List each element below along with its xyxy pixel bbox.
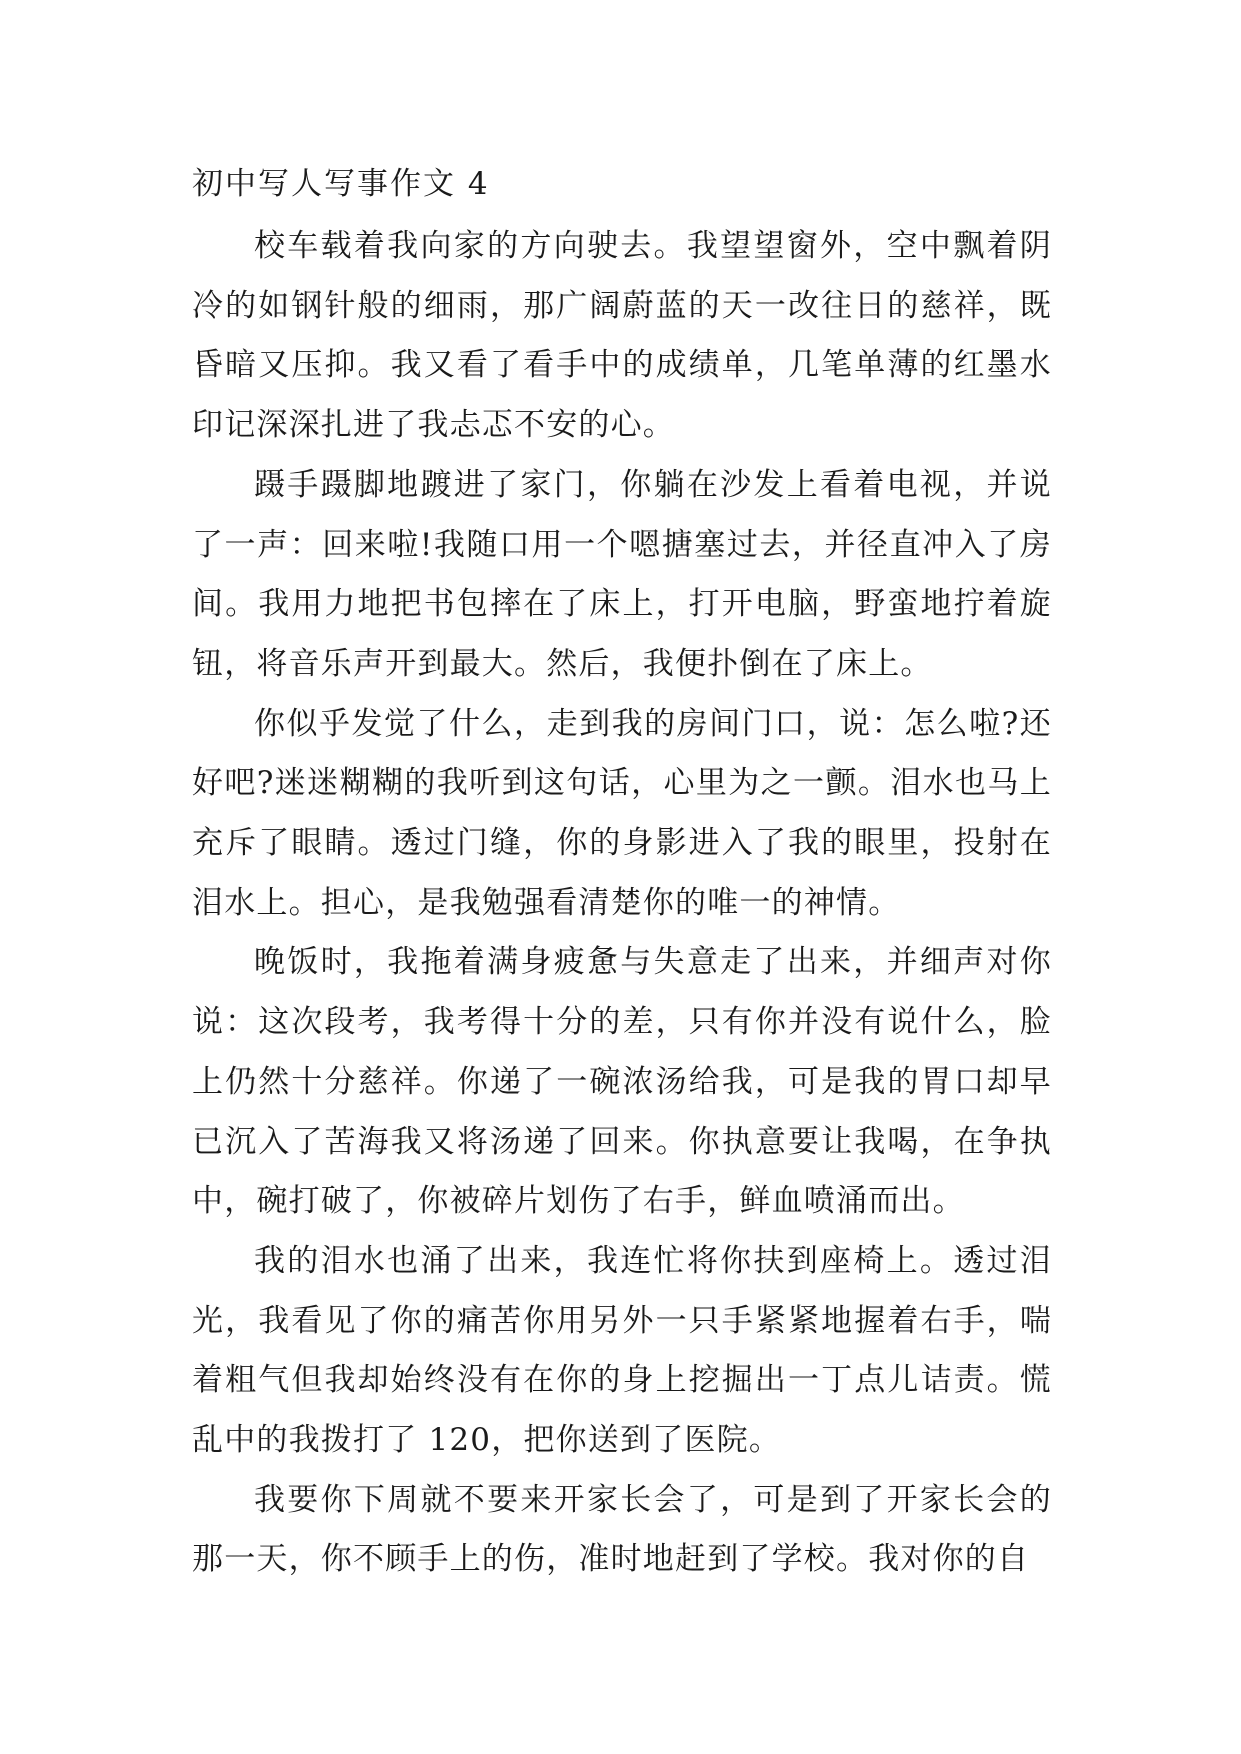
document-body [192,160,1052,1590]
paragraph-3: 你似乎发觉了什么，走到我的房间门口，说：怎么啦?还好吧?迷迷糊糊的我听到这句话，心里为之一颤。泪水也马上充斥了眼睛。透过门缝，你的身影进入了我的眼里，投射在泪水上。担心，是我勉强看清楚你的唯一的神情。 [192,705,1052,921]
paragraph-6: 我要你下周就不要来开家长会了，可是到了开家长会的那一天，你不顾手上的伤，准时地赶到了学校。我对你的自 [192,1481,1052,1578]
paragraph-5: 我的泪水也涌了出来，我连忙将你扶到座椅上。透过泪光，我看见了你的痛苦你用另外一只手紧紧地握着右手，喘着粗气但我却始终没有在你的身上挖掘出一丁点儿诘责。慌乱中的我拨打了 120，把你送到了医院。 [192,1242,1052,1459]
paragraph-2: 蹑手蹑脚地踱进了家门，你躺在沙发上看着电视，并说了一声：回来啦!我随口用一个嗯搪塞过去，并径直冲入了房间。我用力地把书包摔在了床上，打开电脑，野蛮地拧着旋钮，将音乐声开到最大。然后，我便扑倒在了床上。 [192,466,1052,682]
paragraph-1: 校车载着我向家的方向驶去。我望望窗外，空中飘着阴冷的如钢针般的细雨，那广阔蔚蓝的天一改往日的慈祥，既昏暗又压抑。我又看了看手中的成绩单，几笔单薄的红墨水印记深深扎进了我忐忑不安的心。 [192,228,1052,444]
paragraph-4: 晚饭时，我拖着满身疲惫与失意走了出来，并细声对你说：这次段考，我考得十分的差，只有你并没有说什么，脸上仍然十分慈祥。你递了一碗浓汤给我，可是我的胃口却早已沉入了苦海我又将汤递了回来。你执意要让我喝，在争执中，碗打破了，你被碎片划伤了右手，鲜血喷涌而出。 [192,944,1052,1220]
document-title: 初中写人写事作文 4 [192,166,490,202]
